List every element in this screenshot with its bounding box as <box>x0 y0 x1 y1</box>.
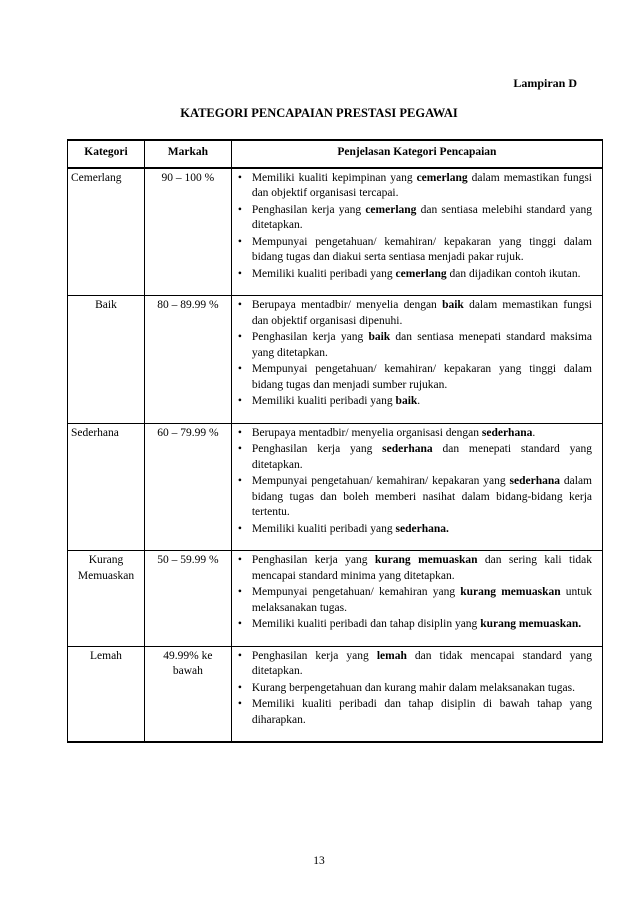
category-cell: Kurang Memuaskan <box>68 551 145 647</box>
item-text-before: Penghasilan kerja yang <box>251 649 377 662</box>
bullet-icon: • <box>237 586 242 598</box>
bullet-icon: • <box>237 395 242 407</box>
item-emphasis: sederhana <box>382 443 433 455</box>
category-cell: Baik <box>68 296 145 424</box>
item-emphasis: baik <box>395 395 418 407</box>
bullet-icon: • <box>237 331 242 343</box>
category-cell: Lemah <box>68 646 145 742</box>
item-emphasis: sederhana <box>481 426 533 439</box>
item-text-before: Berupaya mentadbir/ menyelia organisasi dengan <box>251 426 482 439</box>
description-list <box>238 298 592 410</box>
bullet-icon: • <box>237 426 242 439</box>
list-item <box>238 649 592 680</box>
item-emphasis: cemerlang <box>365 203 417 216</box>
bullet-icon: • <box>237 649 242 662</box>
bullet-icon: • <box>237 171 242 184</box>
item-text-after: . <box>532 426 536 439</box>
item-emphasis: sederhana <box>509 475 560 487</box>
description-list <box>238 553 592 633</box>
bullet-icon: • <box>237 475 242 487</box>
item-text-after: dan menepati standard yang ditetapkan. <box>251 443 592 471</box>
item-text-after: . <box>417 395 421 407</box>
list-item <box>238 235 592 266</box>
list-item <box>238 442 592 473</box>
bullet-icon: • <box>237 203 242 216</box>
category-cell: Cemerlang <box>68 168 145 296</box>
description-cell <box>231 646 602 742</box>
list-item <box>238 330 592 361</box>
item-text-before: Mempunyai pengetahuan/ kemahiran/ kepakaran yang tinggi dalam bidang tugas dan menjadi sumber rujukan. <box>251 363 592 391</box>
bullet-icon: • <box>237 267 242 280</box>
score-range-cell: 50 – 59.99 % <box>144 551 231 647</box>
category-cell: Sederhana <box>68 423 145 551</box>
performance-category-table <box>67 139 603 743</box>
list-item <box>238 298 592 329</box>
table-row <box>68 168 603 296</box>
item-text-before: Memiliki kualiti peribadi dan tahap disiplin yang <box>251 618 481 630</box>
item-text-after: dalam memastikan fungsi dan objektif organisasi dipenuhi. <box>251 299 592 327</box>
table-row <box>68 551 603 647</box>
bullet-icon: • <box>237 681 242 694</box>
bullet-icon: • <box>237 522 242 535</box>
list-item <box>238 267 592 283</box>
item-text-after: dan sentiasa melebihi standard yang ditetapkan. <box>251 203 592 231</box>
item-emphasis: cemerlang <box>395 267 447 280</box>
item-emphasis: cemerlang <box>416 171 468 184</box>
item-text-after: dalam memastikan fungsi dan objektif organisasi tercapai. <box>251 171 592 199</box>
description-list <box>238 426 592 538</box>
list-item <box>238 553 592 584</box>
list-item <box>238 617 592 633</box>
description-cell <box>231 423 602 551</box>
list-item <box>238 474 592 521</box>
item-emphasis: lemah <box>376 649 407 662</box>
description-cell <box>231 551 602 647</box>
bullet-icon: • <box>237 618 242 630</box>
score-range-cell: 60 – 79.99 % <box>144 423 231 551</box>
item-text-before: Penghasilan kerja yang <box>251 331 369 343</box>
score-range-cell: 80 – 89.99 % <box>144 296 231 424</box>
list-item <box>238 681 592 697</box>
table-row <box>68 296 603 424</box>
header-markah: Markah <box>144 140 231 168</box>
item-text-before: Penghasilan kerja yang <box>251 443 383 455</box>
item-text-before: Memiliki kualiti peribadi yang <box>251 267 396 280</box>
score-range-cell: 90 – 100 % <box>144 168 231 296</box>
page-title: KATEGORI PENCAPAIAN PRESTASI PEGAWAI <box>180 106 458 120</box>
bullet-icon: • <box>237 363 242 375</box>
table-header-row <box>68 140 603 168</box>
bullet-icon: • <box>237 698 242 710</box>
item-text-before: Berupaya mentadbir/ menyelia dengan <box>251 299 443 311</box>
item-text-before: Mempunyai pengetahuan/ kemahiran yang <box>251 586 461 598</box>
appendix-label: Lampiran D <box>513 76 577 90</box>
bullet-icon: • <box>237 235 242 248</box>
list-item <box>238 426 592 442</box>
item-emphasis: baik <box>368 331 391 343</box>
item-text-after: dan dijadikan contoh ikutan. <box>446 267 581 280</box>
list-item <box>238 522 592 538</box>
bullet-icon: • <box>237 443 242 455</box>
page-number: 13 <box>313 855 325 867</box>
list-item <box>238 394 592 410</box>
bullet-icon: • <box>237 554 242 566</box>
item-text-after: dan sering kali tidak mencapai standard minima yang ditetapkan. <box>251 554 592 582</box>
score-range-cell: 49.99% ke bawah <box>144 646 231 742</box>
item-text-after: dan sentiasa menepati standard maksima yang ditetapkan. <box>251 331 592 359</box>
table-row <box>68 423 603 551</box>
item-text-before: Memiliki kualiti kepimpinan yang <box>251 171 417 184</box>
item-emphasis: kurang memuaskan. <box>480 618 582 630</box>
list-item <box>238 697 592 728</box>
header-kategori: Kategori <box>68 140 145 168</box>
item-emphasis: kurang memuaskan <box>460 586 561 598</box>
item-emphasis: kurang memuaskan <box>374 554 478 566</box>
description-cell <box>231 168 602 296</box>
item-emphasis: baik <box>442 299 464 311</box>
table-row <box>68 646 603 742</box>
bullet-icon: • <box>237 299 242 311</box>
item-text-before: Kurang berpengetahuan dan kurang mahir dalam melaksanakan tugas. <box>251 681 575 694</box>
description-list <box>238 171 592 283</box>
item-text-before: Memiliki kualiti peribadi dan tahap disiplin di bawah tahap yang diharapkan. <box>251 698 592 726</box>
item-text-before: Penghasilan kerja yang <box>251 554 375 566</box>
item-text-after: dan tidak mencapai standard yang ditetapkan. <box>251 649 592 677</box>
header-penjelasan: Penjelasan Kategori Pencapaian <box>231 140 602 168</box>
list-item <box>238 585 592 616</box>
list-item <box>238 171 592 202</box>
list-item <box>238 362 592 393</box>
item-text-after: untuk melaksanakan tugas. <box>251 586 592 614</box>
item-text-before: Penghasilan kerja yang <box>251 203 366 216</box>
description-cell <box>231 296 602 424</box>
item-emphasis: sederhana. <box>395 522 449 535</box>
description-list <box>238 649 592 729</box>
item-text-before: Mempunyai pengetahuan/ kemahiran/ kepakaran yang tinggi dalam bidang tugas dan diakui serta sentiasa menjadi pakar rujuk. <box>251 235 592 263</box>
item-text-before: Mempunyai pengetahuan/ kemahiran/ kepakaran yang <box>251 475 510 487</box>
item-text-before: Memiliki kualiti peribadi yang <box>251 522 396 535</box>
item-text-after: dalam bidang tugas dan boleh memberi nasihat dalam bidang-bidang kerja tertentu. <box>251 475 592 518</box>
list-item <box>238 203 592 234</box>
item-text-before: Memiliki kualiti peribadi yang <box>251 395 396 407</box>
